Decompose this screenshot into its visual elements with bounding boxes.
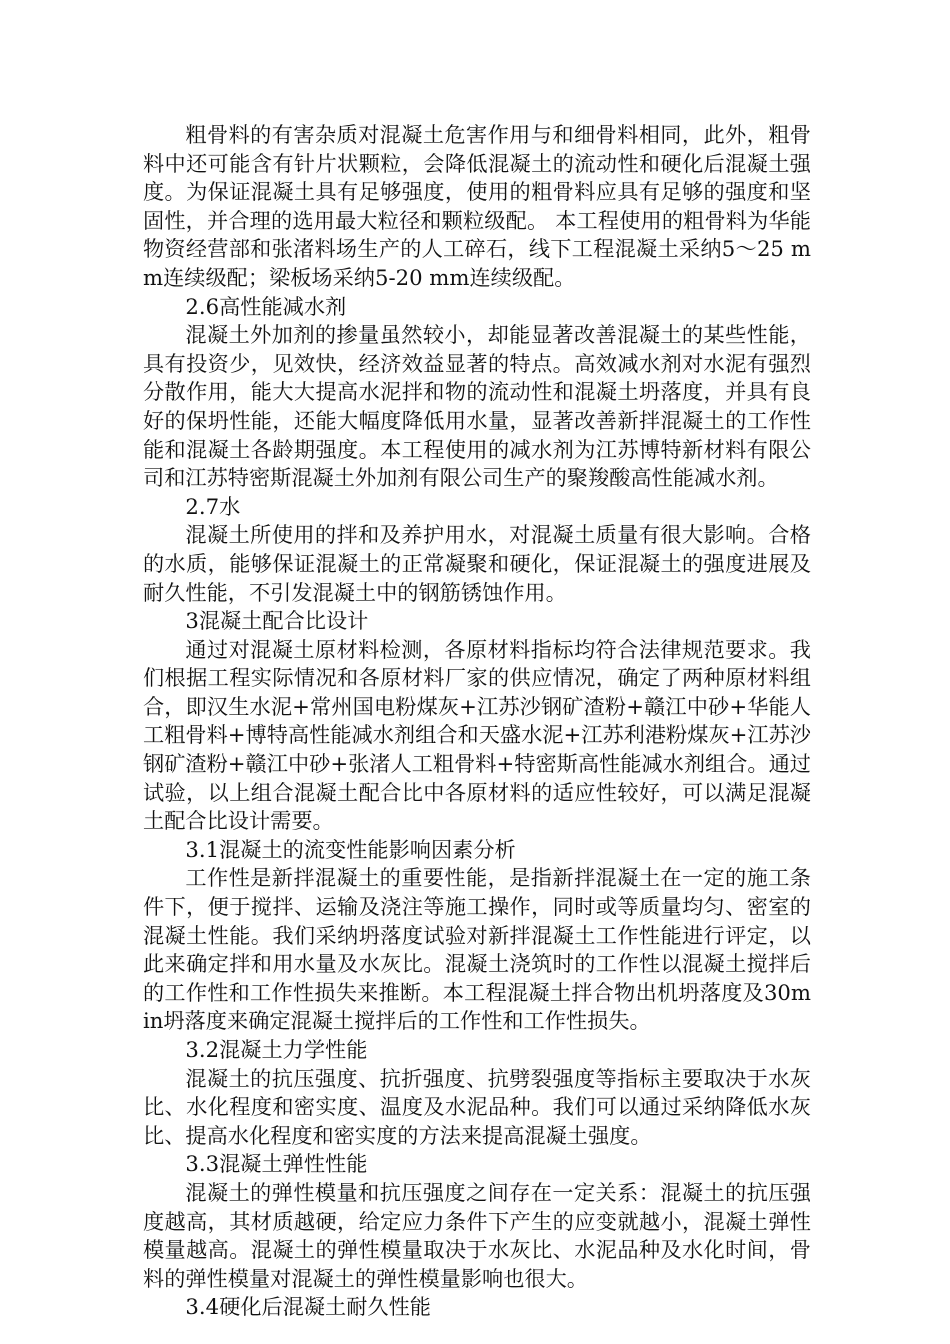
document-page <box>143 121 811 1322</box>
paragraph-workability: 工作性是新拌混凝土的重要性能，是指新拌混凝土在一定的施工条件下，便于搅拌、运输及浇注等施工操作，同时或等质量均匀、密室的混凝土性能。我们采纳坍落度试验对新拌混凝土工作性能进行评定，以此来确定拌和用水量及水灰比。混凝土浇筑时的工作性以混凝土搅拌后的工作性和工作性损失来推断。本工程混凝土拌合物出机坍落度及30min坍落度来确定混凝土搅拌后的工作性和工作性损失。 <box>143 865 811 1034</box>
section-heading-2-6: 2.6高性能减水剂 <box>185 293 347 319</box>
section-heading-3-2: 3.2混凝土力学性能 <box>185 1037 368 1062</box>
paragraph-elastic: 混凝土的弹性模量和抗压强度之间存在一定关系：混凝土的抗压强度越高，其材质越硬，给定应力条件下产生的应变就越小，混凝土弹性模量越高。混凝土的弹性模量取决于水灰比、水泥品种及水化时间，骨料的弹性模量对混凝土的弹性模量影响也很大。 <box>143 1179 811 1291</box>
paragraph-water-reducer: 混凝土外加剂的掺量虽然较小，却能显著改善混凝土的某些性能，具有投资少，见效快，经济效益显著的特点。高效减水剂对水泥有强烈分散作用，能大大提高水泥拌和物的流动性和混凝土坍落度，并具有良好的保坍性能，还能大幅度降低用水量，显著改善新拌混凝土的工作性能和混凝土各龄期强度。本工程使用的减水剂为江苏博特新材料有限公司和江苏特密斯混凝土外加剂有限公司生产的聚羧酸高性能减水剂。 <box>143 322 811 491</box>
section-heading-3: 3混凝土配合比设计 <box>185 608 369 634</box>
paragraph-mechanical: 混凝土的抗压强度、抗折强度、抗劈裂强度等指标主要取决于水灰比、水化程度和密实度、温度及水泥品种。我们可以通过采纳降低水灰比、提高水化程度和密实度的方法来提高混凝土强度。 <box>143 1065 811 1148</box>
paragraph-coarse-aggregate: 粗骨料的有害杂质对混凝土危害作用与和细骨料相同，此外，粗骨料中还可能含有针片状颗粒，会降低混凝土的流动性和硬化后混凝土强度。为保证混凝土具有足够强度，使用的粗骨料应具有足够的强度和坚固性，并合理的选用最大粒径和颗粒级配。 本工程使用的粗骨料为华能物资经营部和张渚料场生产的人工碎石，线下工程混凝土采纳5～25 mm连续级配；梁板场采纳5-20 mm连续级配。 <box>143 122 811 290</box>
section-heading-3-4: 3.4硬化后混凝土耐久性能 <box>185 1294 431 1320</box>
section-heading-3-1: 3.1混凝土的流变性能影响因素分析 <box>185 836 516 862</box>
paragraph-water: 混凝土所使用的拌和及养护用水，对混凝土质量有很大影响。合格的水质，能够保证混凝土的正常凝聚和硬化，保证混凝土的强度进展及耐久性能，不引发混凝土中的钢筋锈蚀作用。 <box>143 522 811 605</box>
section-heading-2-7: 2.7水 <box>185 493 241 519</box>
paragraph-mix-design: 通过对混凝土原材料检测，各原材料指标均符合法律规范要求。我们根据工程实际情况和各原材料厂家的供应情况，确定了两种原材料组合，即汉生水泥+常州国电粉煤灰+江苏沙钢矿渣粉+赣江中砂+华能人工粗骨料+博特高性能减水剂组合和天盛水泥+江苏利港粉煤灰+江苏沙钢矿渣粉+赣江中砂+张渚人工粗骨料+特密斯高性能减水剂组合。通过试验，以上组合混凝土配合比中各原材料的适应性较好，可以满足混凝土配合比设计需要。 <box>143 636 811 834</box>
section-heading-3-3: 3.3混凝土弹性性能 <box>185 1151 368 1177</box>
